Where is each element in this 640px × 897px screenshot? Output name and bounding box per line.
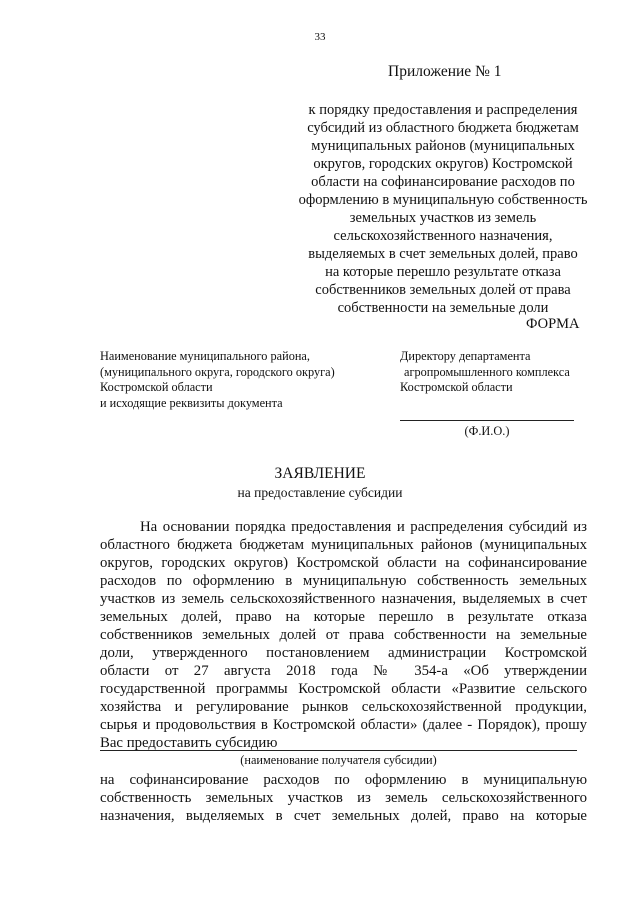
appendix-line: собственности на земельные доли	[337, 300, 549, 316]
applicant-line: и исходящие реквизиты документа	[100, 395, 283, 410]
body-line: доли, утвержденного постановлением администрации Костромской	[100, 645, 587, 661]
body-line: собственников земельных долей от права собственности на земельные	[100, 627, 587, 643]
form-label: ФОРМА	[526, 316, 580, 332]
appendix-line: к порядку предоставления и распределения	[308, 102, 578, 118]
applicant-block	[100, 349, 390, 411]
body-line: расходов по оформлению в муниципальную собственность земельных	[100, 573, 587, 589]
applicant-line: (муниципального округа, городского округа)	[100, 364, 335, 379]
appendix-line: области на софинансирование расходов по	[311, 174, 575, 190]
page-number: 33	[314, 31, 326, 43]
addressee-line: агропромышленного комплекса	[404, 364, 570, 379]
appendix-title: Приложение № 1	[388, 63, 502, 80]
body-line: области от 27 августа 2018 года № 354-а «Об утверждении	[100, 663, 587, 679]
appendix-line: земельных участков из земель	[349, 210, 537, 226]
appendix-line: собственников земельных долей от права	[315, 282, 571, 298]
appendix-line: сельскохозяйственного назначения,	[333, 228, 553, 244]
applicant-line: Наименование муниципального района,	[100, 349, 310, 363]
addressee-line: Костромской области	[400, 380, 513, 395]
body-line: областного бюджета бюджетам муниципальных районов (муниципальных	[100, 537, 587, 553]
body-line: Вас предоставить субсидию	[100, 735, 278, 751]
appendix-line: субсидий из областного бюджета бюджетам	[307, 120, 579, 136]
fio-caption: (Ф.И.О.)	[464, 424, 510, 438]
body-line: сырья и продовольствия в Костромской области» (далее - Порядок), прошу	[100, 717, 587, 733]
body-line: округов, городских округов) Костромской области на софинансирование	[100, 555, 587, 571]
recipient-line	[100, 750, 577, 751]
appendix-line: оформлению в муниципальную собственность	[298, 192, 588, 208]
appendix-line: муниципальных районов (муниципальных	[311, 138, 575, 154]
body-line: земельных долей, право на которые перешло в результате отказа	[100, 609, 587, 625]
body-line: назначения, выделяемых в счет земельных долей, право на которые	[100, 808, 587, 824]
statement-title: ЗАЯВЛЕНИЕ	[274, 465, 366, 482]
addressee-line: Директору департамента	[400, 349, 531, 363]
body-line: государственной программы Костромской области «Развитие сельского	[100, 681, 587, 697]
appendix-line: выделяемых в счет земельных долей, право	[308, 246, 578, 262]
statement-subtitle: на предоставление субсидии	[237, 485, 403, 500]
body-line: хозяйства и регулирование рынков сельскохозяйственной продукции,	[100, 699, 587, 715]
body-line: собственность земельных участков из земель сельскохозяйственного	[100, 790, 587, 806]
signature-line	[400, 420, 574, 421]
addressee-block	[400, 349, 600, 396]
applicant-line: Костромской области	[100, 380, 213, 395]
body-line: На основании порядка предоставления и распределения субсидий из	[140, 519, 587, 535]
appendix-line: округов, городских округов) Костромской	[313, 156, 573, 172]
body-line: на софинансирование расходов по оформлению в муниципальную	[100, 772, 587, 788]
body-line: участков из земель сельскохозяйственного назначения, выделяемых в счет	[100, 591, 587, 607]
recipient-caption: (наименование получателя субсидии)	[240, 753, 437, 767]
appendix-line: на которые перешло результате отказа	[325, 264, 561, 280]
